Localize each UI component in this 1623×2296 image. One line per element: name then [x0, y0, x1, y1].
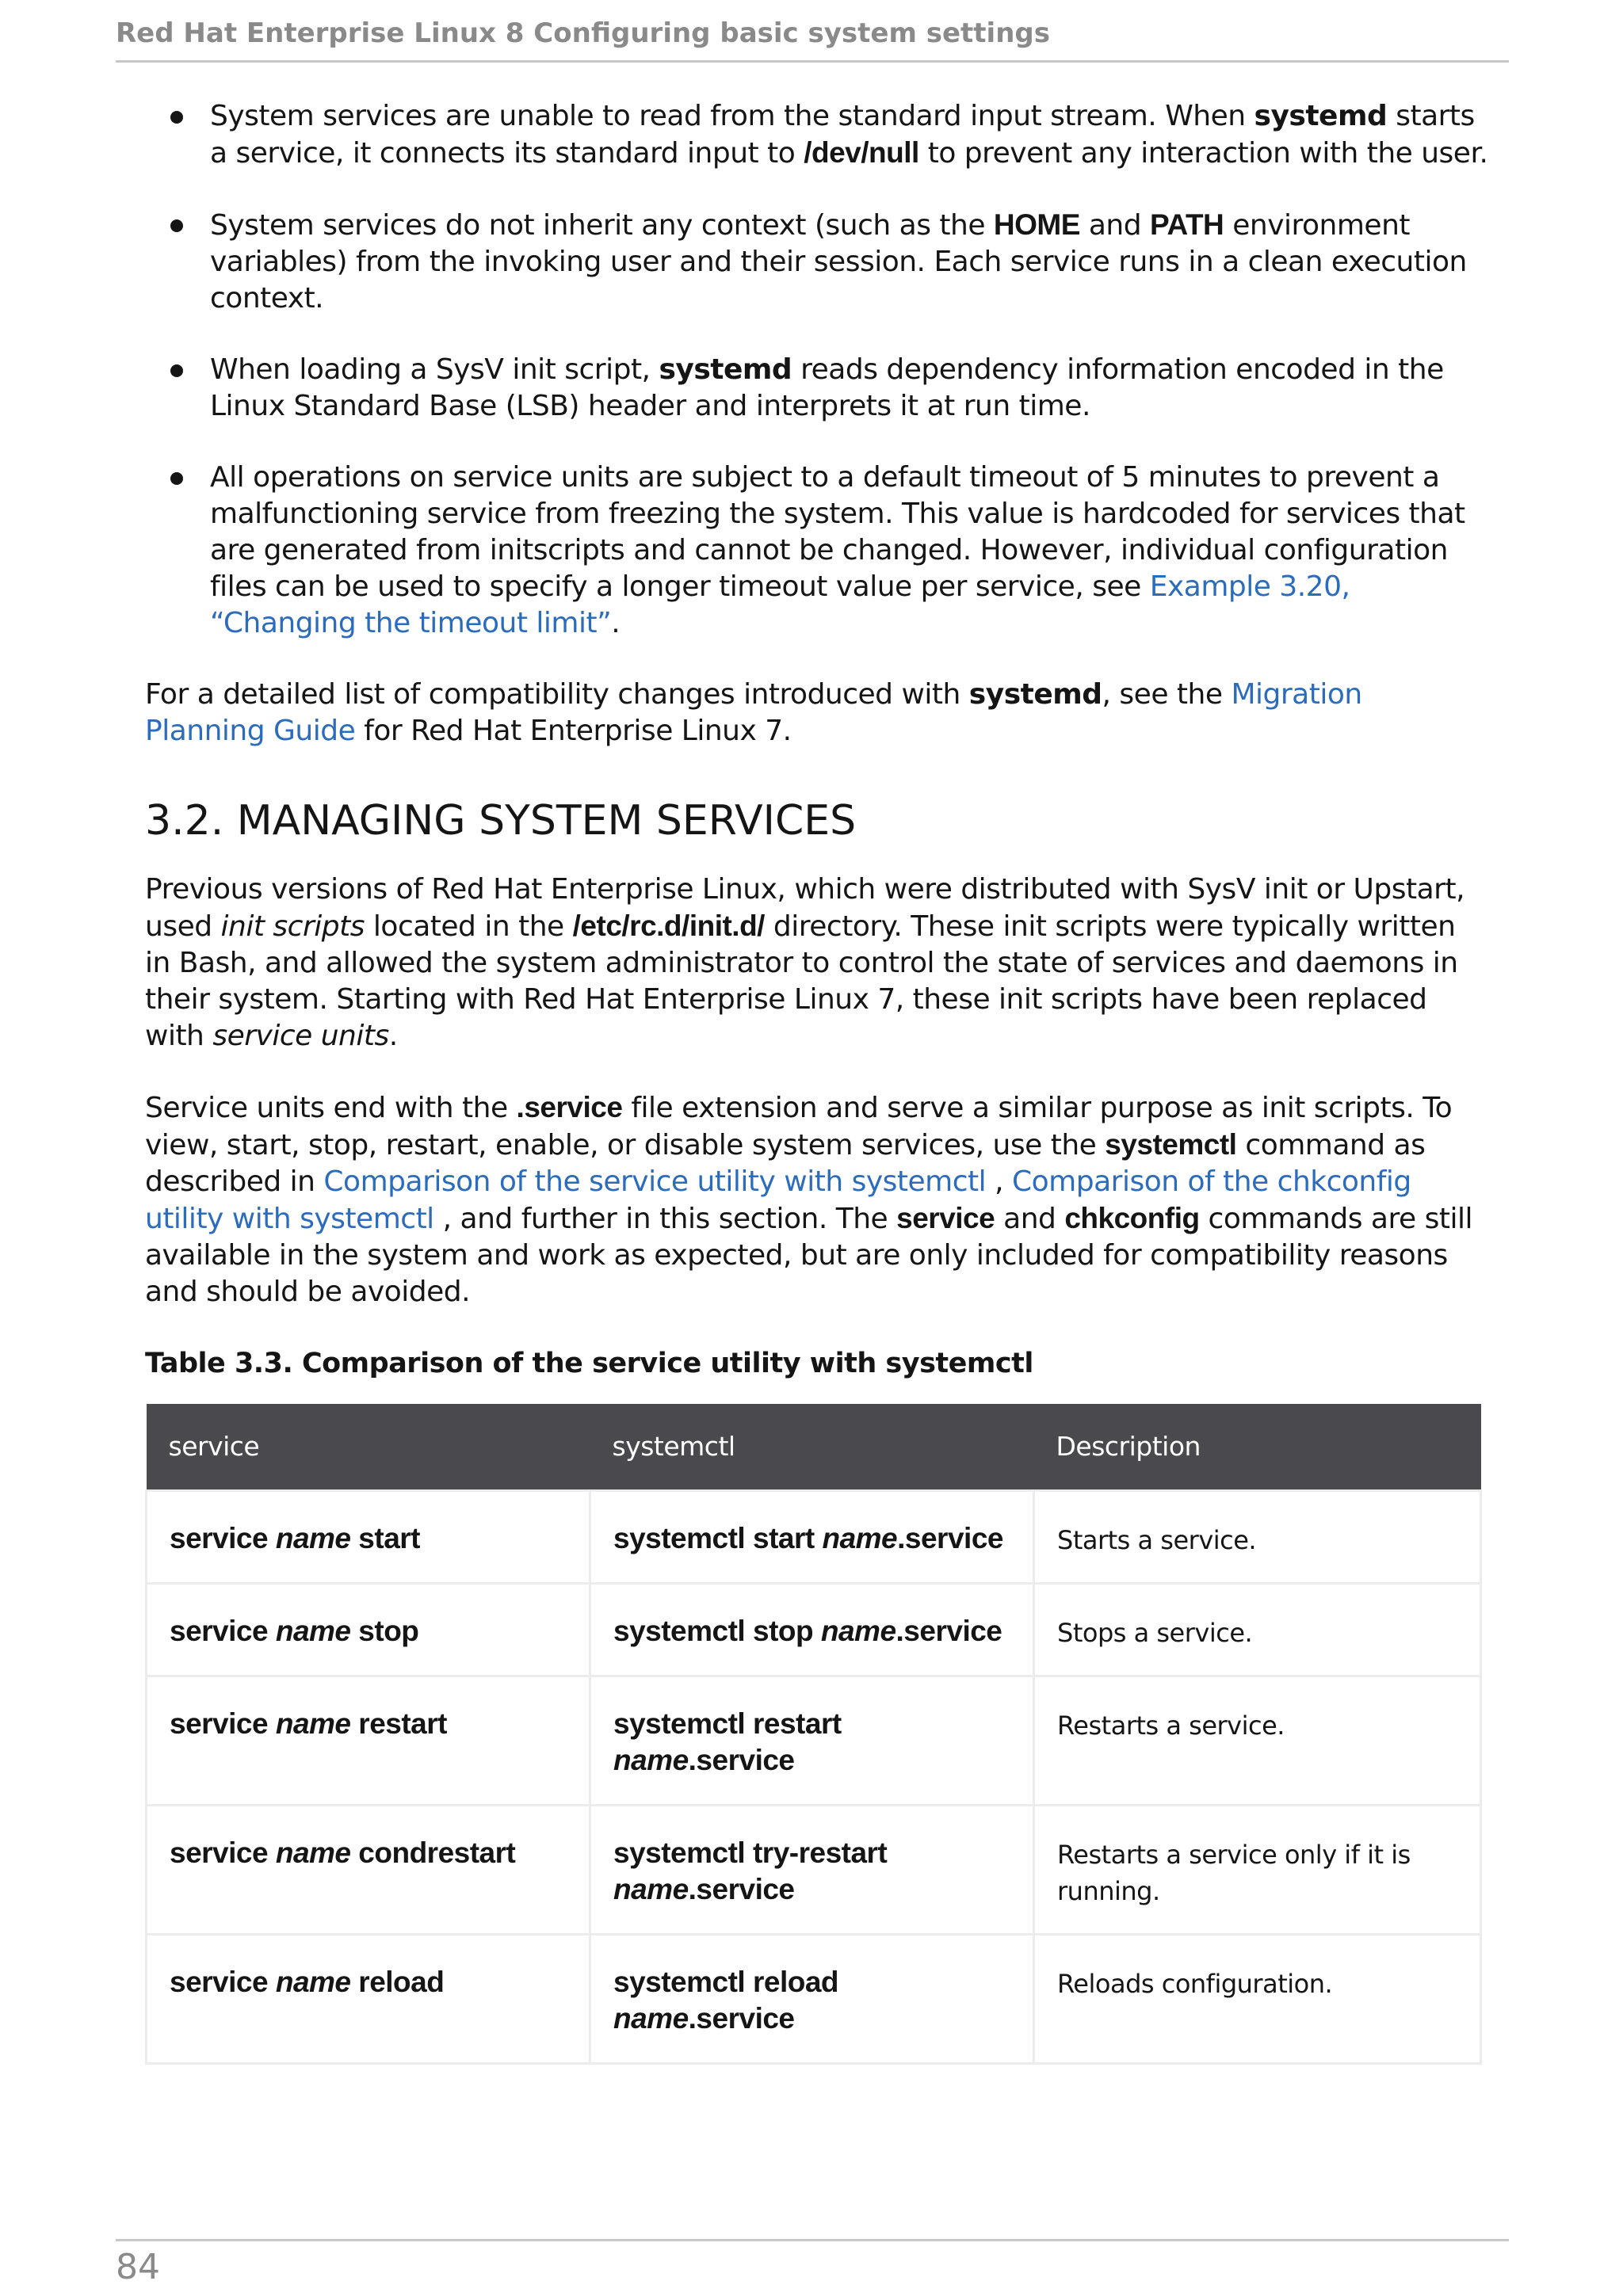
table-row [147, 1491, 1481, 1584]
service-comparison-link[interactable]: Comparison of the service utility with systemctl [323, 1165, 987, 1198]
header-divider [116, 60, 1509, 63]
table-row [147, 1806, 1481, 1935]
inline-command: systemctl [1105, 1128, 1237, 1161]
description-cell: Restarts a service. [1034, 1676, 1481, 1806]
systemctl-command-cell: systemctl stop name.service [590, 1584, 1034, 1676]
table-row [147, 1676, 1481, 1806]
list-item: All operations on service units are subject to a default timeout of 5 minutes to prevent a malfunctioning service from freezing the system. This value is hardcoded for services that are generated from initscripts and cannot be changed. However, individual configuration files can be used to specify a longer timeout value per service, see Example 3.20, “Changing the timeout limit”. [105, 460, 1489, 642]
list-item: System services are unable to read from the standard input stream. When systemd starts a service, it connects its standard input to /dev/null to prevent any interaction with the user. [105, 98, 1489, 172]
running-header: Red Hat Enterprise Linux 8 Configuring basic system settings [116, 17, 1050, 49]
compatibility-paragraph: For a detailed list of compatibility changes introduced with systemd, see the Migration Planning Guide for Red Hat Enterprise Linux 7. [145, 678, 1362, 747]
inline-extension: .service [516, 1091, 623, 1123]
inline-path: /etc/rc.d/init.d/ [572, 910, 765, 942]
migration-guide-link[interactable]: Migration Planning Guide [145, 678, 1362, 747]
column-header-description: Description [1034, 1404, 1481, 1491]
example-timeout-link[interactable]: Example 3.20, “Changing the timeout limit” [210, 570, 1350, 639]
description-cell: Starts a service. [1034, 1491, 1481, 1584]
inline-command: systemd [659, 353, 792, 386]
page-body [145, 98, 1489, 2065]
inline-env-var: PATH [1150, 208, 1224, 241]
service-units-paragraph: Service units end with the .service file extension and serve a similar purpose as init scripts. To view, start, stop, restart, enable, or disable system services, use the systemctl command as described in Comparison of the service utility with systemctl , Comparison of the chkconfig utility with systemctl , and further in this section. The service and chkconfig commands are still available in the system and work as expected, but are only included for compatibility reasons and should be avoided. [145, 1091, 1472, 1308]
table-caption: Table 3.3. Comparison of the service utility with systemctl [145, 1348, 1033, 1379]
bullet-list [105, 98, 1489, 642]
intro-paragraph: Previous versions of Red Hat Enterprise Linux, which were distributed with SysV init or Upstart, used init scripts located in the /etc/rc.d/init.d/ directory. These init scripts were typically written in Bash, and allowed the system administrator to control the state of services and daemons in their system. Starting with Red Hat Enterprise Linux 7, these init scripts have been replaced with service units. [145, 873, 1465, 1052]
section-heading: 3.2. MANAGING SYSTEM SERVICES [145, 797, 857, 845]
column-header-systemctl: systemctl [590, 1404, 1034, 1491]
inline-command: chkconfig [1064, 1202, 1200, 1234]
systemctl-command-cell: systemctl try-restart name.service [590, 1806, 1034, 1935]
comparison-table [145, 1404, 1482, 2065]
systemctl-command-cell: systemctl restart name.service [590, 1676, 1034, 1806]
inline-env-var: HOME [993, 208, 1080, 241]
table-row [147, 1584, 1481, 1676]
inline-command: service [896, 1202, 995, 1234]
service-command-cell: service name restart [147, 1676, 590, 1806]
inline-command: systemd [1254, 100, 1388, 132]
inline-command: systemd [968, 678, 1102, 711]
systemctl-command-cell: systemctl start name.service [590, 1491, 1034, 1584]
inline-path: /dev/null [804, 136, 919, 169]
systemctl-command-cell: systemctl reload name.service [590, 1935, 1034, 2064]
chkconfig-comparison-link[interactable]: Comparison of the chkconfig utility with systemctl [145, 1165, 1411, 1235]
service-command-cell: service name stop [147, 1584, 590, 1676]
service-command-cell: service name reload [147, 1935, 590, 2064]
description-cell: Restarts a service only if it is running. [1034, 1806, 1481, 1935]
service-command-cell: service name condrestart [147, 1806, 590, 1935]
footer-divider [116, 2239, 1509, 2241]
list-item: When loading a SysV init script, systemd reads dependency information encoded in the Linux Standard Base (LSB) header and interprets it at run time. [105, 352, 1489, 425]
description-cell: Reloads configuration. [1034, 1935, 1481, 2064]
service-command-cell: service name start [147, 1491, 590, 1584]
list-item: System services do not inherit any context (such as the HOME and PATH environment variables) from the invoking user and their session. Each service runs in a clean execution context. [105, 207, 1489, 317]
description-cell: Stops a service. [1034, 1584, 1481, 1676]
column-header-service: service [147, 1404, 590, 1491]
table-row [147, 1935, 1481, 2064]
table-header-row [147, 1404, 1481, 1491]
page-number: 84 [116, 2247, 160, 2287]
